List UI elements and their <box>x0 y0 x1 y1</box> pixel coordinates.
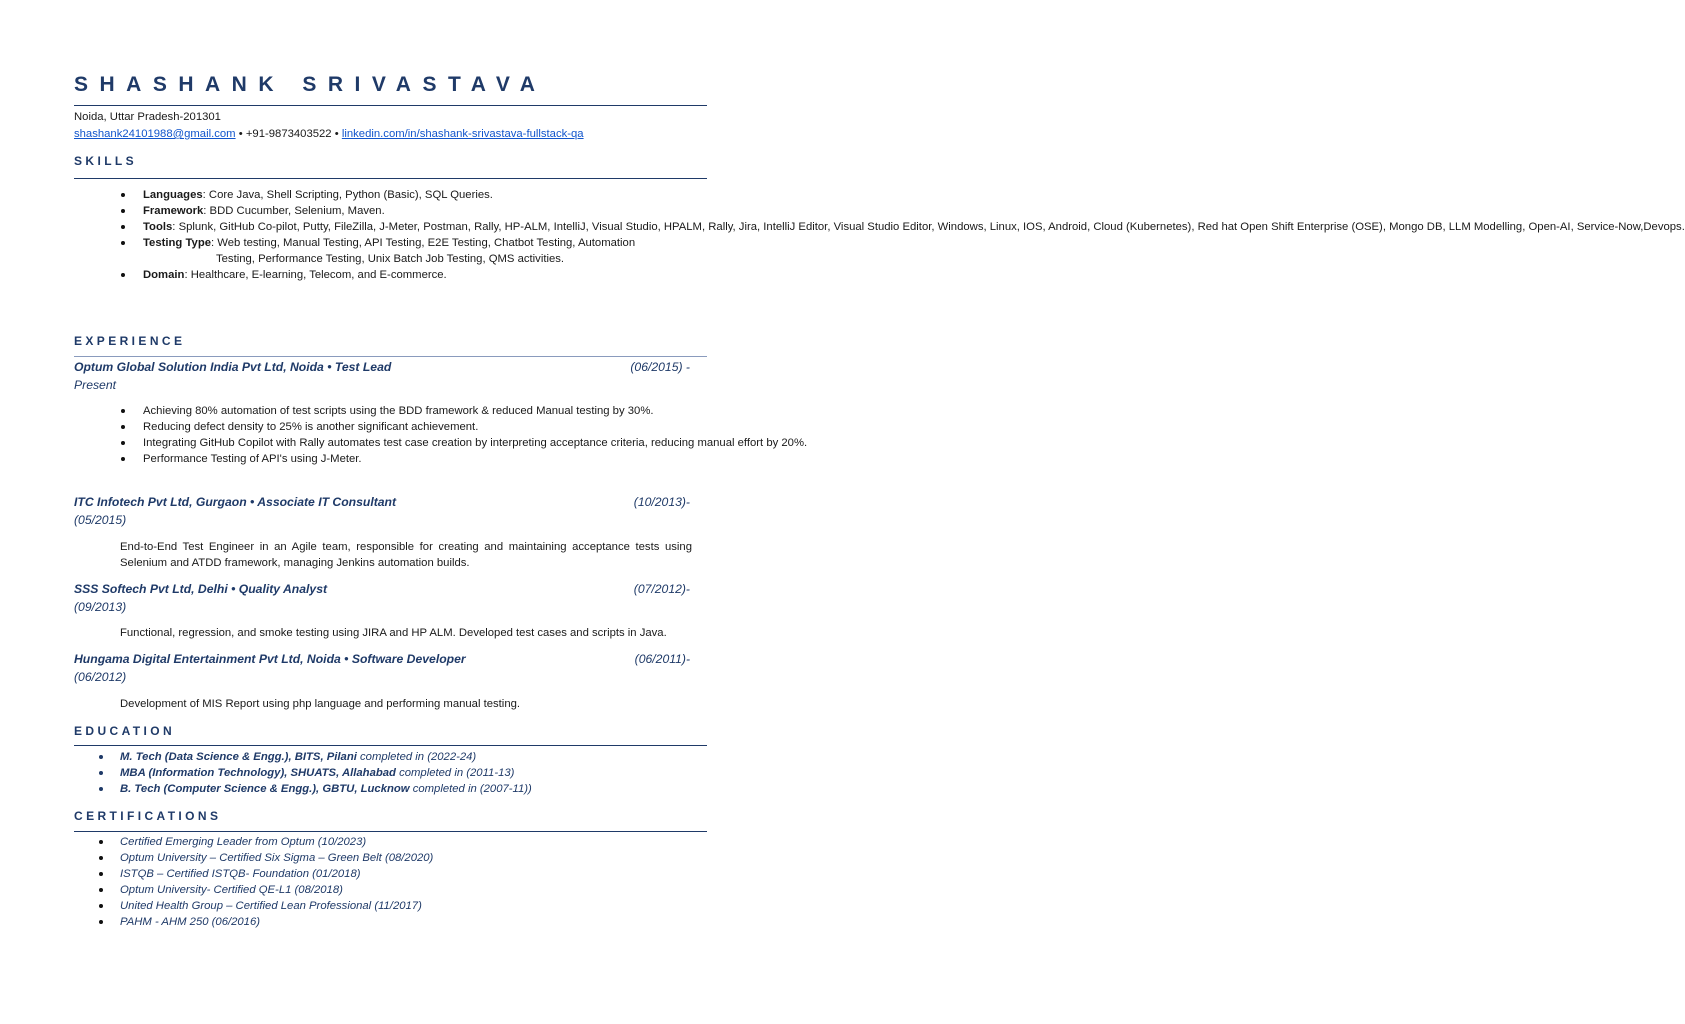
job-date-end: (09/2013) <box>74 600 127 614</box>
skill-text: : BDD Cucumber, Selenium, Maven. <box>203 205 385 217</box>
skill-item <box>118 203 708 219</box>
achievement-item <box>118 435 808 451</box>
skills-heading: SKILLS <box>74 154 138 168</box>
job-summary: Development of MIS Report using php language and performing manual testing. <box>120 698 521 710</box>
achievement-text: Achieving 80% automation of test scripts using the BDD framework & reduced Manual testing by 30%. <box>143 405 654 417</box>
bullet-icon <box>99 904 103 908</box>
completion: completed in (2011-13) <box>395 767 515 779</box>
certification-item <box>96 882 433 898</box>
experience-rule <box>74 356 707 357</box>
education-item <box>96 781 532 797</box>
skill-item <box>118 219 1685 235</box>
skill-text: : Splunk, GitHub Co-pilot, Putty, FileZilla, J-Meter, Postman, Rally, HP-ALM, IntelliJ, Visual Studio, HPALM, Rally, Jira, IntelliJ Editor, Visual Studio Editor, Windows, Linux, IOS, Android, Cloud (Kubernetes), Red hat Open Shift Enterprise (OSE), Mongo DB, LLM Modelling, Open-AI, Service-Now,Devops. <box>172 221 1685 233</box>
education-rule <box>74 745 707 746</box>
skill-text: : Core Java, Shell Scripting, Python (Basic), SQL Queries. <box>202 189 493 201</box>
job-date-start: (10/2013)- <box>633 495 690 509</box>
certifications-list <box>96 834 433 930</box>
candidate-name: SHASHANK SRIVASTAVA <box>74 73 547 96</box>
phone-number: +91-9873403522 <box>245 128 332 140</box>
experience-heading: EXPERIENCE <box>74 334 186 348</box>
job-date-start: (07/2012)- <box>633 582 690 596</box>
certification-item <box>96 914 433 930</box>
bullet-icon <box>99 888 103 892</box>
skill-item <box>118 235 708 267</box>
bullet-icon <box>121 457 125 461</box>
certification-item <box>96 866 433 882</box>
job-date-end: Present <box>74 378 117 392</box>
achievement-item <box>118 419 693 435</box>
achievement-text: Performance Testing of API's using J-Meter. <box>143 453 362 465</box>
job-date-end: (06/2012) <box>74 670 127 684</box>
education-heading: EDUCATION <box>74 724 176 738</box>
job-date-end: (05/2015) <box>74 513 127 527</box>
education-item <box>96 765 532 781</box>
degree: B. Tech (Computer Science & Engg.), GBTU, Lucknow <box>120 783 410 795</box>
bullet-icon <box>99 771 103 775</box>
certification-text: PAHM - AHM 250 (06/2016) <box>120 916 261 928</box>
certification-item <box>96 850 433 866</box>
skills-rule <box>74 178 707 179</box>
job-summary: Functional, regression, and smoke testing using JIRA and HP ALM. Developed test cases and scripts in Java. <box>120 627 667 639</box>
contact-line <box>74 126 584 142</box>
achievement-text: Reducing defect density to 25% is another significant achievement. <box>143 421 479 433</box>
header-rule <box>74 105 707 106</box>
job-title: ITC Infotech Pvt Ltd, Gurgaon • Associate IT Consultant <box>74 495 397 509</box>
certification-text: Certified Emerging Leader from Optum (10/2023) <box>120 836 367 848</box>
skill-item <box>118 267 708 283</box>
certification-text: Optum University – Certified Six Sigma – Green Belt (08/2020) <box>120 852 434 864</box>
certification-text: ISTQB – Certified ISTQB- Foundation (01/2018) <box>120 868 361 880</box>
bullet-icon <box>99 856 103 860</box>
skill-text-continued: Testing, Performance Testing, Unix Batch Job Testing, QMS activities. <box>216 253 565 265</box>
education-list <box>96 749 532 797</box>
degree: MBA (Information Technology), SHUATS, Allahabad <box>120 767 396 779</box>
certification-item <box>96 898 433 914</box>
skill-text: : Healthcare, E-learning, Telecom, and E-commerce. <box>184 269 447 281</box>
skills-list <box>118 187 1685 283</box>
achievement-item <box>118 403 693 419</box>
contact-separator: • <box>238 128 243 140</box>
job-title: Hungama Digital Entertainment Pvt Ltd, Noida • Software Developer <box>74 652 466 666</box>
bullet-icon <box>121 425 125 429</box>
bullet-icon <box>121 209 125 213</box>
skill-label: Domain <box>143 269 185 281</box>
achievement-item <box>118 451 693 467</box>
completion: completed in (2022-24) <box>356 751 477 763</box>
email-link[interactable]: shashank24101988@gmail.com <box>74 128 236 140</box>
job-date-start: (06/2015) - <box>630 360 690 374</box>
skill-label: Framework <box>143 205 204 217</box>
job-date-start: (06/2011)- <box>634 652 690 666</box>
certifications-rule <box>74 831 707 832</box>
bullet-icon <box>121 193 125 197</box>
skill-text: : Web testing, Manual Testing, API Testing, E2E Testing, Chatbot Testing, Automation <box>211 237 636 249</box>
achievement-text: Integrating GitHub Copilot with Rally automates test case creation by interpreting acceptance criteria, reducing manual effort by 20%. <box>143 437 808 449</box>
linkedin-link[interactable]: linkedin.com/in/shashank-srivastava-fullstack-qa <box>341 128 584 140</box>
skill-item <box>118 187 708 203</box>
bullet-icon <box>121 241 125 245</box>
education-item <box>96 749 532 765</box>
completion: completed in (2007-11)) <box>409 783 532 795</box>
job-title: SSS Softech Pvt Ltd, Delhi • Quality Analyst <box>74 582 328 596</box>
bullet-icon <box>121 409 125 413</box>
bullet-icon <box>99 755 103 759</box>
degree: M. Tech (Data Science & Engg.), BITS, Pilani <box>120 751 357 763</box>
skill-label: Languages <box>143 189 203 201</box>
job-achievements <box>118 403 808 467</box>
bullet-icon <box>99 787 103 791</box>
bullet-icon <box>121 441 125 445</box>
bullet-icon <box>99 920 103 924</box>
skill-label: Tools <box>143 221 173 233</box>
bullet-icon <box>99 840 103 844</box>
certification-item <box>96 834 433 850</box>
skill-label: Testing Type <box>143 237 211 249</box>
bullet-icon <box>121 273 125 277</box>
bullet-icon <box>99 872 103 876</box>
bullet-icon <box>121 225 125 229</box>
certification-text: Optum University- Certified QE-L1 (08/2018) <box>120 884 343 896</box>
job-summary: End-to-End Test Engineer in an Agile team, responsible for creating and maintaining acceptance tests using Selenium and ATDD framework, managing Jenkins automation builds. <box>120 541 692 569</box>
certifications-heading: CERTIFICATIONS <box>74 809 222 823</box>
certification-text: United Health Group – Certified Lean Professional (11/2017) <box>120 900 422 912</box>
contact-separator: • <box>334 128 339 140</box>
location: Noida, Uttar Pradesh-201301 <box>74 111 221 123</box>
job-title: Optum Global Solution India Pvt Ltd, Noida • Test Lead <box>74 360 392 374</box>
